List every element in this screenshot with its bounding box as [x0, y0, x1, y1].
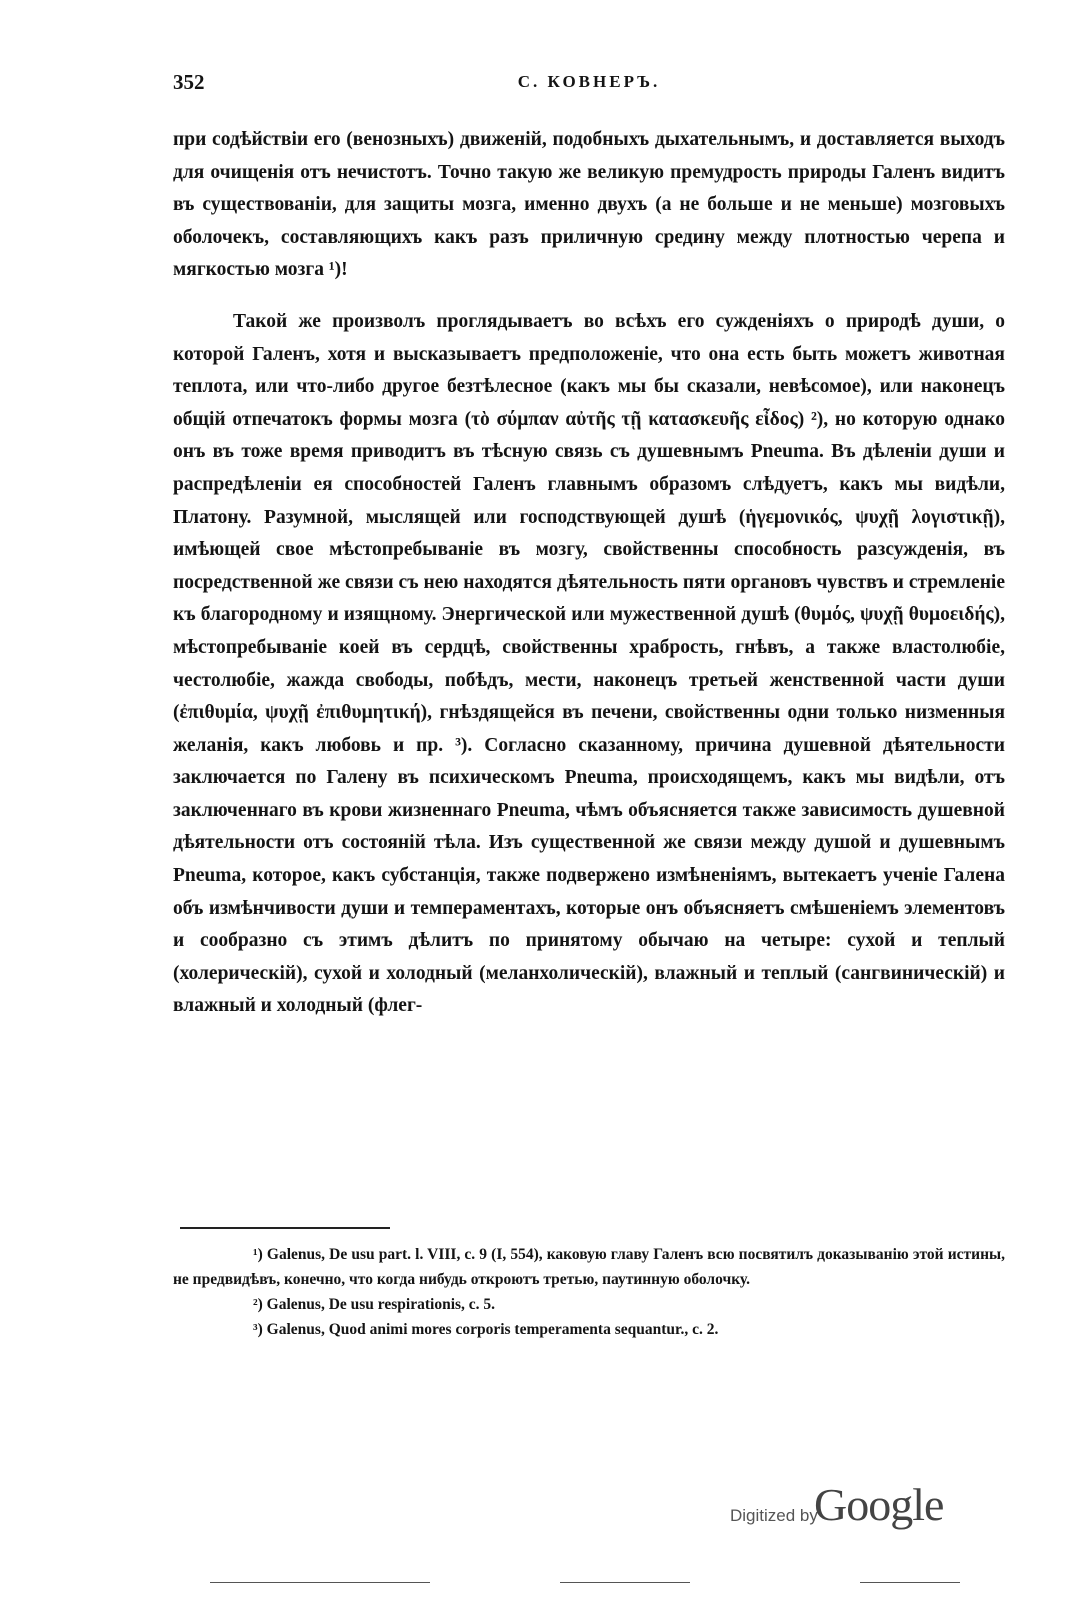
paragraph-2: Такой же произволъ проглядываетъ во всѣхъ его сужденiяхъ о природѣ души, о которой Галенъ, хотя и высказываетъ предположенiе, что она есть быть можетъ животная теплота, или что-либо другое безтѣлесное (какъ мы бы сказали, невѣсомое), или наконецъ общiй отпечатокъ формы мозга (τὸ σύμπαν αὐτῆς τῇ κατασκευῆς εἶδος) ²), но которую однако онъ въ тоже время приводитъ въ тѣсную связь съ душевнымъ Pneuma. Въ дѣленiи души и распредѣленiи ея способностей Галенъ главнымъ образомъ слѣдуетъ, какъ мы видѣли, Платону. Разумной, мыслящей или господствующей душѣ (ἡγεμονικός, ψυχῇ λογιστικῇ), имѣющей свое мѣстопребыванiе въ мозгу, свойственны способность разсужденiя, въ посредственной же связи съ нею находятся дѣятельность пяти органовъ чувствъ и стремленiе къ благородному и изящному. Энергической или мужественной душѣ (θυμός, ψυχῇ θυμοειδής), мѣстопребыванiе коей въ сердцѣ, свойственны храбрость, гнѣвъ, а также властолюбiе, честолюбiе, жажда свободы, побѣдъ, мести, наконецъ третьей женственной части души (ἐπιθυμία, ψυχῇ ἐπιθυμητική), гнѣздящейся въ печени, свойственны одни только низменныя желанiя, какъ любовь и пр. ³). Согласно сказанному, причина душевной дѣятельности заключается по Галену въ психическомъ Pneuma, происходящемъ, какъ мы видѣли, отъ заключеннаго въ крови жизненнаго Pneuma, чѣмъ объясняется также зависимость душевной дѣятельности отъ состоянiй тѣла. Изъ существенной же связи между душой и душевнымъ Pneuma, которое, какъ субстанцiя, также подвержено измѣненiямъ, вытекаетъ ученiе Галена объ измѣнчивости души и темпераментахъ, которые онъ объясняетъ смѣшенiемъ элементовъ и сообразно съ этимъ дѣлитъ по принятому обычаю на четыре: сухой и теплый (холерическiй), сухой и холодный (меланхолическiй), влажный и теплый (сангвиническiй) и влажный и холодный (флег-	[173, 310, 1005, 1017]
page-number: 352	[173, 70, 205, 94]
footnotes	[173, 1242, 1005, 1342]
footnote-3: ³) Galenus, Quod animi mores corporis temperamenta sequantur., c. 2.	[253, 1321, 719, 1338]
body-text	[173, 124, 1005, 1023]
running-head: С. КОВНЕРЪ.	[517, 72, 661, 91]
paragraph-1: при содѣйствiи его (венозныхъ) движенiй, подобныхъ дыхательнымъ, и доставляется выходъ для очищенiя отъ нечистотъ. Точно такую же великую премудрость природы Галенъ видитъ въ существованiи, для защиты мозга, именно двухъ (а не больше и не меньше) мозговыхъ оболочекъ, составляющихъ какъ разъ приличную средину между плотностью черепа и мягкостью мозга ¹)!	[173, 129, 1005, 281]
scan-edge-line	[560, 1582, 690, 1583]
digitized-watermark	[730, 1479, 950, 1544]
footnote-2: ²) Galenus, De usu respirationis, c. 5.	[253, 1296, 496, 1313]
google-logo: Google	[814, 1479, 944, 1530]
footnote-1: ¹) Galenus, De usu part. l. VIII, c. 9 (I, 554), каковую главу Галенъ всю посвятилъ доказыванiю этой истины, не предвидѣвъ, конечно, что когда нибудь откроютъ третью, паутинную оболочку.	[173, 1246, 1005, 1288]
digitized-by-label: Digitized by	[730, 1506, 818, 1525]
footnote-rule	[180, 1227, 390, 1229]
page-header	[173, 70, 1005, 100]
scan-edge-line	[210, 1582, 430, 1583]
scan-edge-line	[860, 1582, 960, 1583]
